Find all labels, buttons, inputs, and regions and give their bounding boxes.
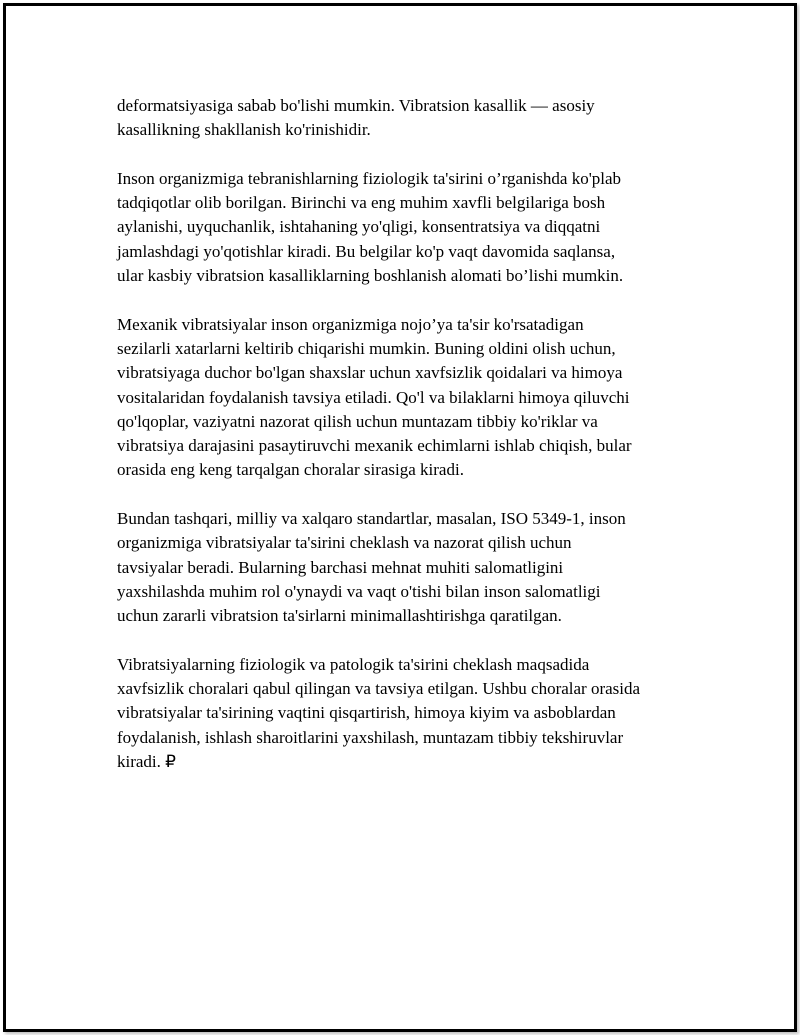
paragraph-3: Mexanik vibratsiyalar inson organizmiga nojo’ya ta'sir ko'rsatadigan sezilarli xatarlarni keltirib chiqarishi mumkin. Buning oldini olish uchun, vibratsiyaga duchor bo'lgan shaxslar uchun xavfsizlik qoidalari va himoya vositalaridan foydalanish tavsiya etiladi. Qo'l va bilaklarni himoya qiluvchi qo'lqoplar, vaziyatni nazorat qilish uchun muntazam tibbiy ko'riklar va vibratsiya darajasini pasaytiruvchi mexanik echimlarni ishlab chiqish, bular orasida eng keng tarqalgan choralar sirasiga kiradi. (117, 314, 632, 480)
paragraph-4: Bundan tashqari, milliy va xalqaro standartlar, masalan, ISO 5349-1, inson organizmiga vibratsiyalar ta'sirini cheklash va nazorat qilish uchun tavsiyalar beradi. Bularning barchasi mehnat muhiti salomatligini yaxshilashda muhim rol o'ynaydi va vaqt o'tishi bilan inson salomatligi uchun zararli vibratsion ta'sirlarni minimallashtirishga qaratilgan. (117, 509, 626, 626)
paragraph-2: Inson organizmiga tebranishlarning fiziologik ta'sirini o’rganishda ko'plab tadqiqotlar olib borilgan. Birinchi va eng muhim xavfli belgilariga bosh aylanishi, uyquchanlik, ishtahaning yo'qligi, konsentratsiya va diqqatni jamlashdagi yo'qotishlar kiradi. Bu belgilar ko'p vaqt davomida saqlansa, ular kasbiy vibratsion kasalliklarning boshlanish alomati bo’lishi mumkin. (117, 168, 624, 286)
paragraph-1: deformatsiyasiga sabab bo'lishi mumkin. Vibratsion kasallik — asosiy kasallikning shakllanish ko'rinishidir. (117, 96, 595, 140)
document-body (117, 94, 707, 774)
paragraph-5: Vibratsiyalarning fiziologik va patologik ta'sirini cheklash maqsadida xavfsizlik choralari qabul qilingan va tavsiya etilgan. Ushbu choralar orasida vibratsiyalar ta'sirining vaqtini qisqartirish, himoya kiyim va asboblardan foydalanish, ishlash sharoitlarini yaxshilash, muntazam tibbiy tekshiruvlar kiradi. ₽ (117, 654, 641, 772)
